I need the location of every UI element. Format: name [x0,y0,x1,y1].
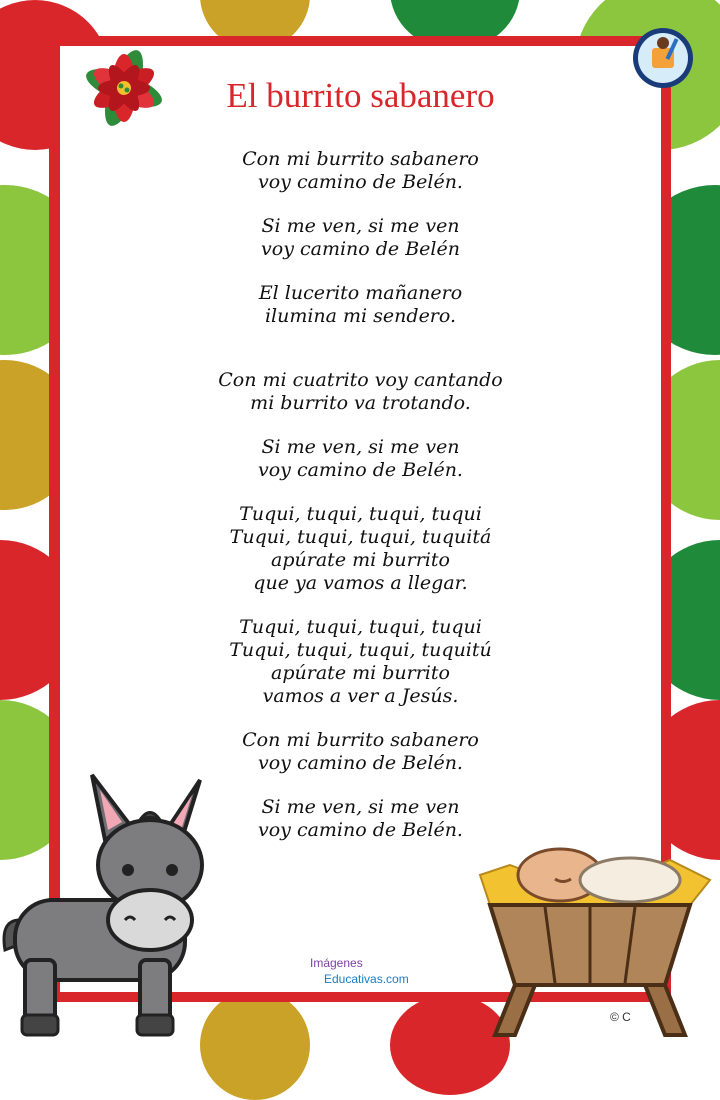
lyric-line: El lucerito mañanero [258,282,463,304]
lyric-line: Con mi cuatrito voy cantando [218,369,503,391]
donkey-illustration [0,770,215,1040]
lyric-line: Tuqui, tuqui, tuqui, tuqui [239,503,482,525]
manger-illustration [460,835,720,1040]
stanza [60,148,661,194]
stanza [60,616,661,708]
lyric-line: ilumina mi sendero. [264,305,457,327]
lyric-line: voy camino de Belén. [258,459,463,481]
stanza [60,436,661,482]
lyric-line: Si me ven, si me ven [261,436,460,458]
lyric-line: Con mi burrito sabanero [242,148,479,170]
lyric-line: voy camino de Belén [261,238,460,260]
brand-watermark [310,955,409,987]
lyric-line: Si me ven, si me ven [261,796,460,818]
lyrics [60,148,661,863]
bg-circle [200,990,310,1100]
stanza [60,729,661,775]
lyric-line: apúrate mi burrito [271,549,450,571]
lyric-line: voy camino de Belén. [258,171,463,193]
lyric-line: Tuqui, tuqui, tuqui, tuquitú [229,639,492,661]
lyric-line: Si me ven, si me ven [261,215,460,237]
lyric-line: apúrate mi burrito [271,662,450,684]
stanza [60,503,661,595]
stanza [60,282,661,328]
lyric-line: voy camino de Belén. [258,752,463,774]
page-title: El burrito sabanero [226,76,495,115]
lyric-line: voy camino de Belén. [258,819,463,841]
lyric-line: Tuqui, tuqui, tuqui, tuquitá [229,526,492,548]
lyric-line: Con mi burrito sabanero [242,729,479,751]
brand-line-1: Imágenes [310,956,363,970]
lyric-line: Tuqui, tuqui, tuqui, tuqui [239,616,482,638]
lyric-line: que ya vamos a llegar. [253,572,468,594]
copyright-notice: © C [610,1010,631,1024]
lyric-line: vamos a ver a Jesús. [262,685,459,707]
stanza [60,215,661,261]
stanza [60,369,661,415]
lyric-line: mi burrito va trotando. [250,392,471,414]
brand-line-2: Educativas.com [324,972,409,986]
